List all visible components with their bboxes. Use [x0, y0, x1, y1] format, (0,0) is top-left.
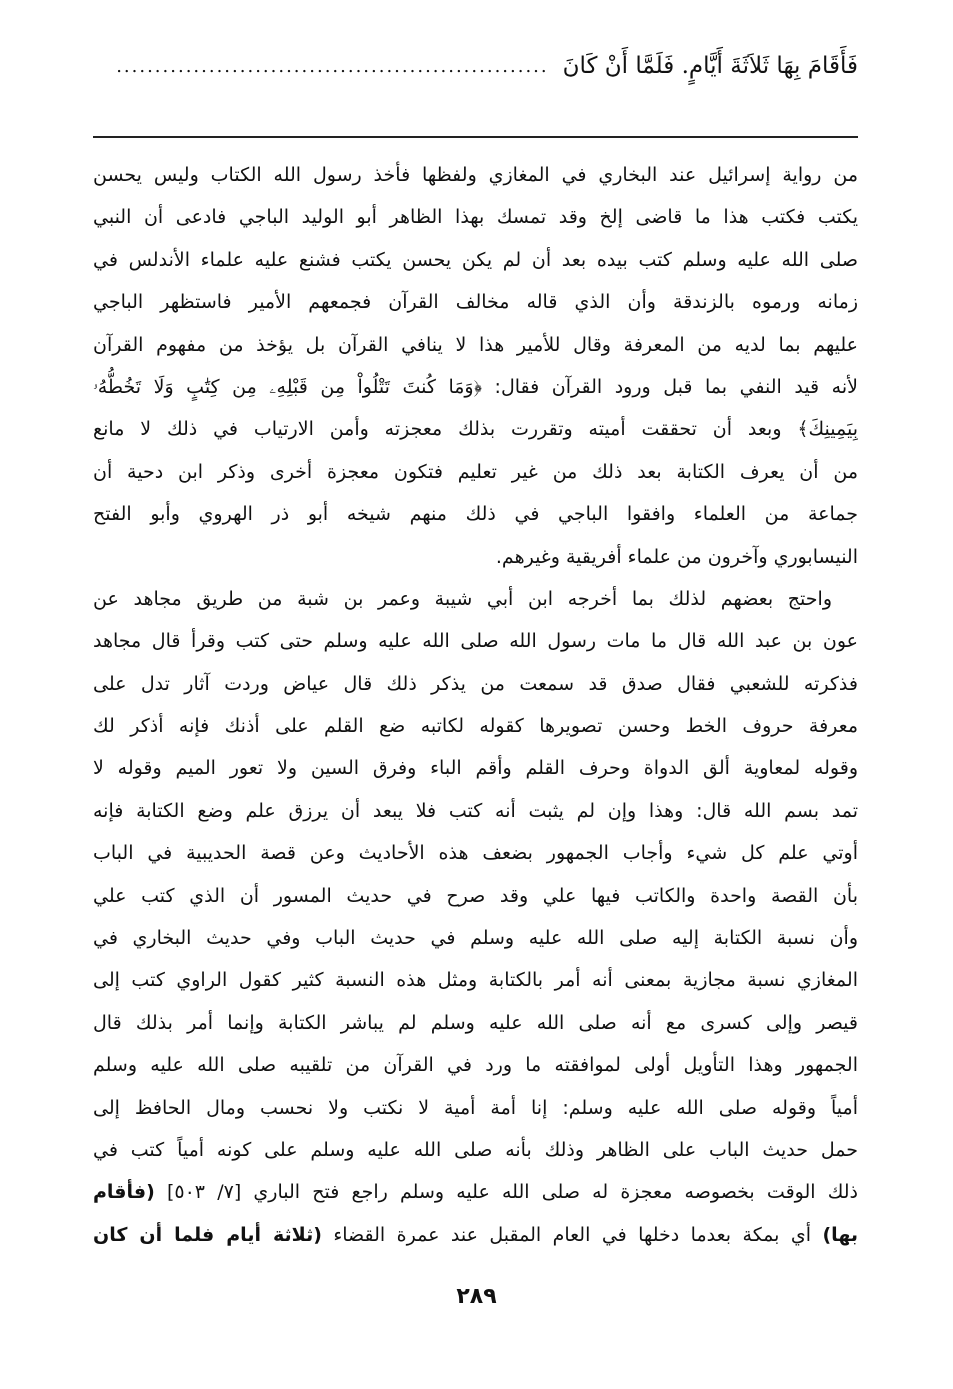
text-line — [93, 239, 858, 281]
commentary-body — [93, 154, 858, 1256]
text-segment: يكتب فكتب هذا ما قاضى إلخ وقد تمسك بهذا الظاهر أبو الوليد الباجي فادعى أن النبي — [93, 206, 858, 229]
text-segment: أوتي علم كل شيء وأجاب الجمهور بضعف هذه الأحاديث وعن قصة الحديبية في الباب — [93, 842, 858, 865]
text-line — [93, 281, 858, 323]
text-line — [93, 196, 858, 238]
text-line — [93, 705, 858, 747]
text-segment: وبعد أن تحققت أميته وتقررت بذلك معجزته وأمن الارتياب في ذلك لا مانع — [93, 418, 798, 441]
text-segment: واحتج بعضهم لذلك بما أخرجه ابن أبي شيبة وعمر بن شبة من طريق مجاهد عن — [93, 587, 832, 610]
text-segment: وقوله لمعاوية ألق الدواة وحرف القلم وأقم الباء وفرق السين ولا تعور الميم وقوله لا — [93, 757, 858, 780]
verse-header — [93, 44, 858, 88]
text-line — [93, 408, 858, 450]
bold-matn-text: (ثلاثة أيام فلما أن كان — [93, 1223, 322, 1246]
text-segment: من أن يعرف الكتابة بعد ذلك من غير تعليم فتكون معجزة أخرى وذكر ابن دحية أن — [93, 460, 858, 483]
bold-matn-text: (فأقام — [93, 1181, 155, 1204]
text-segment: الجمهور وهذا التأويل أولى لموافقته ما ورد في القرآن من تلقيبه صلى الله عليه وسلم — [93, 1054, 858, 1077]
text-line — [93, 1002, 858, 1044]
text-line — [93, 917, 858, 959]
verse-text: فَأَقَامَ بِهَا ثَلاَثَةَ أَيَّامٍ. فَلَمَّا أَنْ كَانَ — [562, 53, 858, 79]
text-segment: تمد بسم الله قال: وهذا وإن لم يثبت أنه كتب فلا يبعد أن يرزق علم وضع الكتابة فإنه — [93, 799, 858, 822]
text-line — [93, 620, 858, 662]
text-line — [93, 366, 858, 408]
text-line — [93, 1044, 858, 1086]
page-number: ٢٨٩ — [456, 1284, 497, 1309]
text-segment: بأن القصة واحدة والكاتب فيها علي وقد صرح في حديث المسور أن الذي كتب علي — [93, 884, 858, 907]
header-divider — [93, 136, 858, 138]
text-segment: أي بمكة بعدما دخلها في العام المقبل عند عمرة القضاء — [321, 1223, 823, 1246]
text-line — [93, 324, 858, 366]
text-segment: أمياً وقوله صلى الله عليه وسلم: إنا أمة أمية لا نكتب ولا نحسب ومال الحافظ إلى — [93, 1096, 858, 1119]
text-segment: المغازي نسبة مجازية بمعنى أنه أمر بالكتابة ومثل هذه النسبة كثير كقول الراوي كتب إلى — [93, 969, 858, 992]
text-line — [93, 578, 858, 620]
text-line — [93, 1087, 858, 1129]
text-line — [93, 451, 858, 493]
quran-quote: ﴿وَمَا كُنتَ تَتْلُواْ مِن قَبْلِهِۦ مِن كِتَٰبٍ وَلَا تَخُطُّهُۥ — [93, 375, 483, 398]
text-segment: زمانه ورموه بالزندقة وأن الذي قاله مخالف القرآن فجمعهم الأمير فاستظهر الباجي — [93, 291, 858, 314]
text-line — [93, 959, 858, 1001]
quran-quote: بِيَمِينِكَ﴾ — [797, 418, 858, 441]
text-segment: ذلك الوقت بخصوصه معجزة له صلى الله عليه وسلم راجع فتح الباري [٧/ ٥٠٣] — [154, 1181, 858, 1204]
text-segment: عون بن عبد الله قال ما مات رسول الله صلى الله عليه وسلم حتى كتب وقرأ قال مجاهد — [93, 630, 858, 653]
verse-ellipsis-dots: ........................................................ — [116, 55, 549, 77]
text-line — [93, 790, 858, 832]
text-line — [93, 1171, 858, 1213]
text-line — [93, 536, 858, 578]
text-line — [93, 493, 858, 535]
text-segment: عليهم بما لديه من المعرفة وقال للأمير هذا لا ينافي القرآن بل يؤخذ من مفهوم القرآن — [93, 333, 858, 356]
text-segment: حمل حديث الباب على الظاهر وذلك بأنه صلى الله عليه وسلم على كونه أمياً كتب في — [93, 1138, 858, 1161]
text-line — [93, 663, 858, 705]
text-segment: فذكرته للشعبي فقال صدق قد سمعت من يذكر ذلك قال عياض وردت آثار تدل على — [93, 672, 858, 695]
text-segment: معرفة حروف الخط وحسن تصويرها كقوله لكاتبه ضع القلم على أذنك فإنه أذكر لك — [93, 715, 858, 738]
text-line — [93, 1129, 858, 1171]
bold-matn-text: بها) — [822, 1223, 858, 1246]
text-line — [93, 875, 858, 917]
text-segment: لأنه قيد النفي بما قبل ورود القرآن فقال: — [482, 375, 858, 398]
text-segment: صلى الله عليه وسلم كتب بيده بعد أن لم يكن يحسن يكتب فشنع عليه علماء الأندلس في — [93, 248, 858, 271]
text-segment: جماعة من العلماء وافقوا الباجي في ذلك منهم شيخه أبو ذر الهروي وأبو الفتح — [93, 503, 858, 526]
text-segment: النيسابوري وآخرون من علماء أفريقية وغيرهم. — [495, 545, 858, 568]
text-segment: وأن نسبة الكتابة إليه صلى الله عليه وسلم في حديث الباب وفي حديث البخاري في — [93, 927, 858, 950]
text-segment: من رواية إسرائيل عند البخاري في المغازي ولفظها فأخذ رسول الله الكتاب وليس يحسن — [93, 164, 858, 186]
text-line — [93, 1214, 858, 1256]
text-line — [93, 832, 858, 874]
text-line — [93, 154, 858, 196]
text-segment: قيصر وإلى كسرى مع أنه صلى الله عليه وسلم لم يباشر الكتابة وإنما أمر بذلك قال — [93, 1011, 858, 1034]
text-line — [93, 747, 858, 789]
